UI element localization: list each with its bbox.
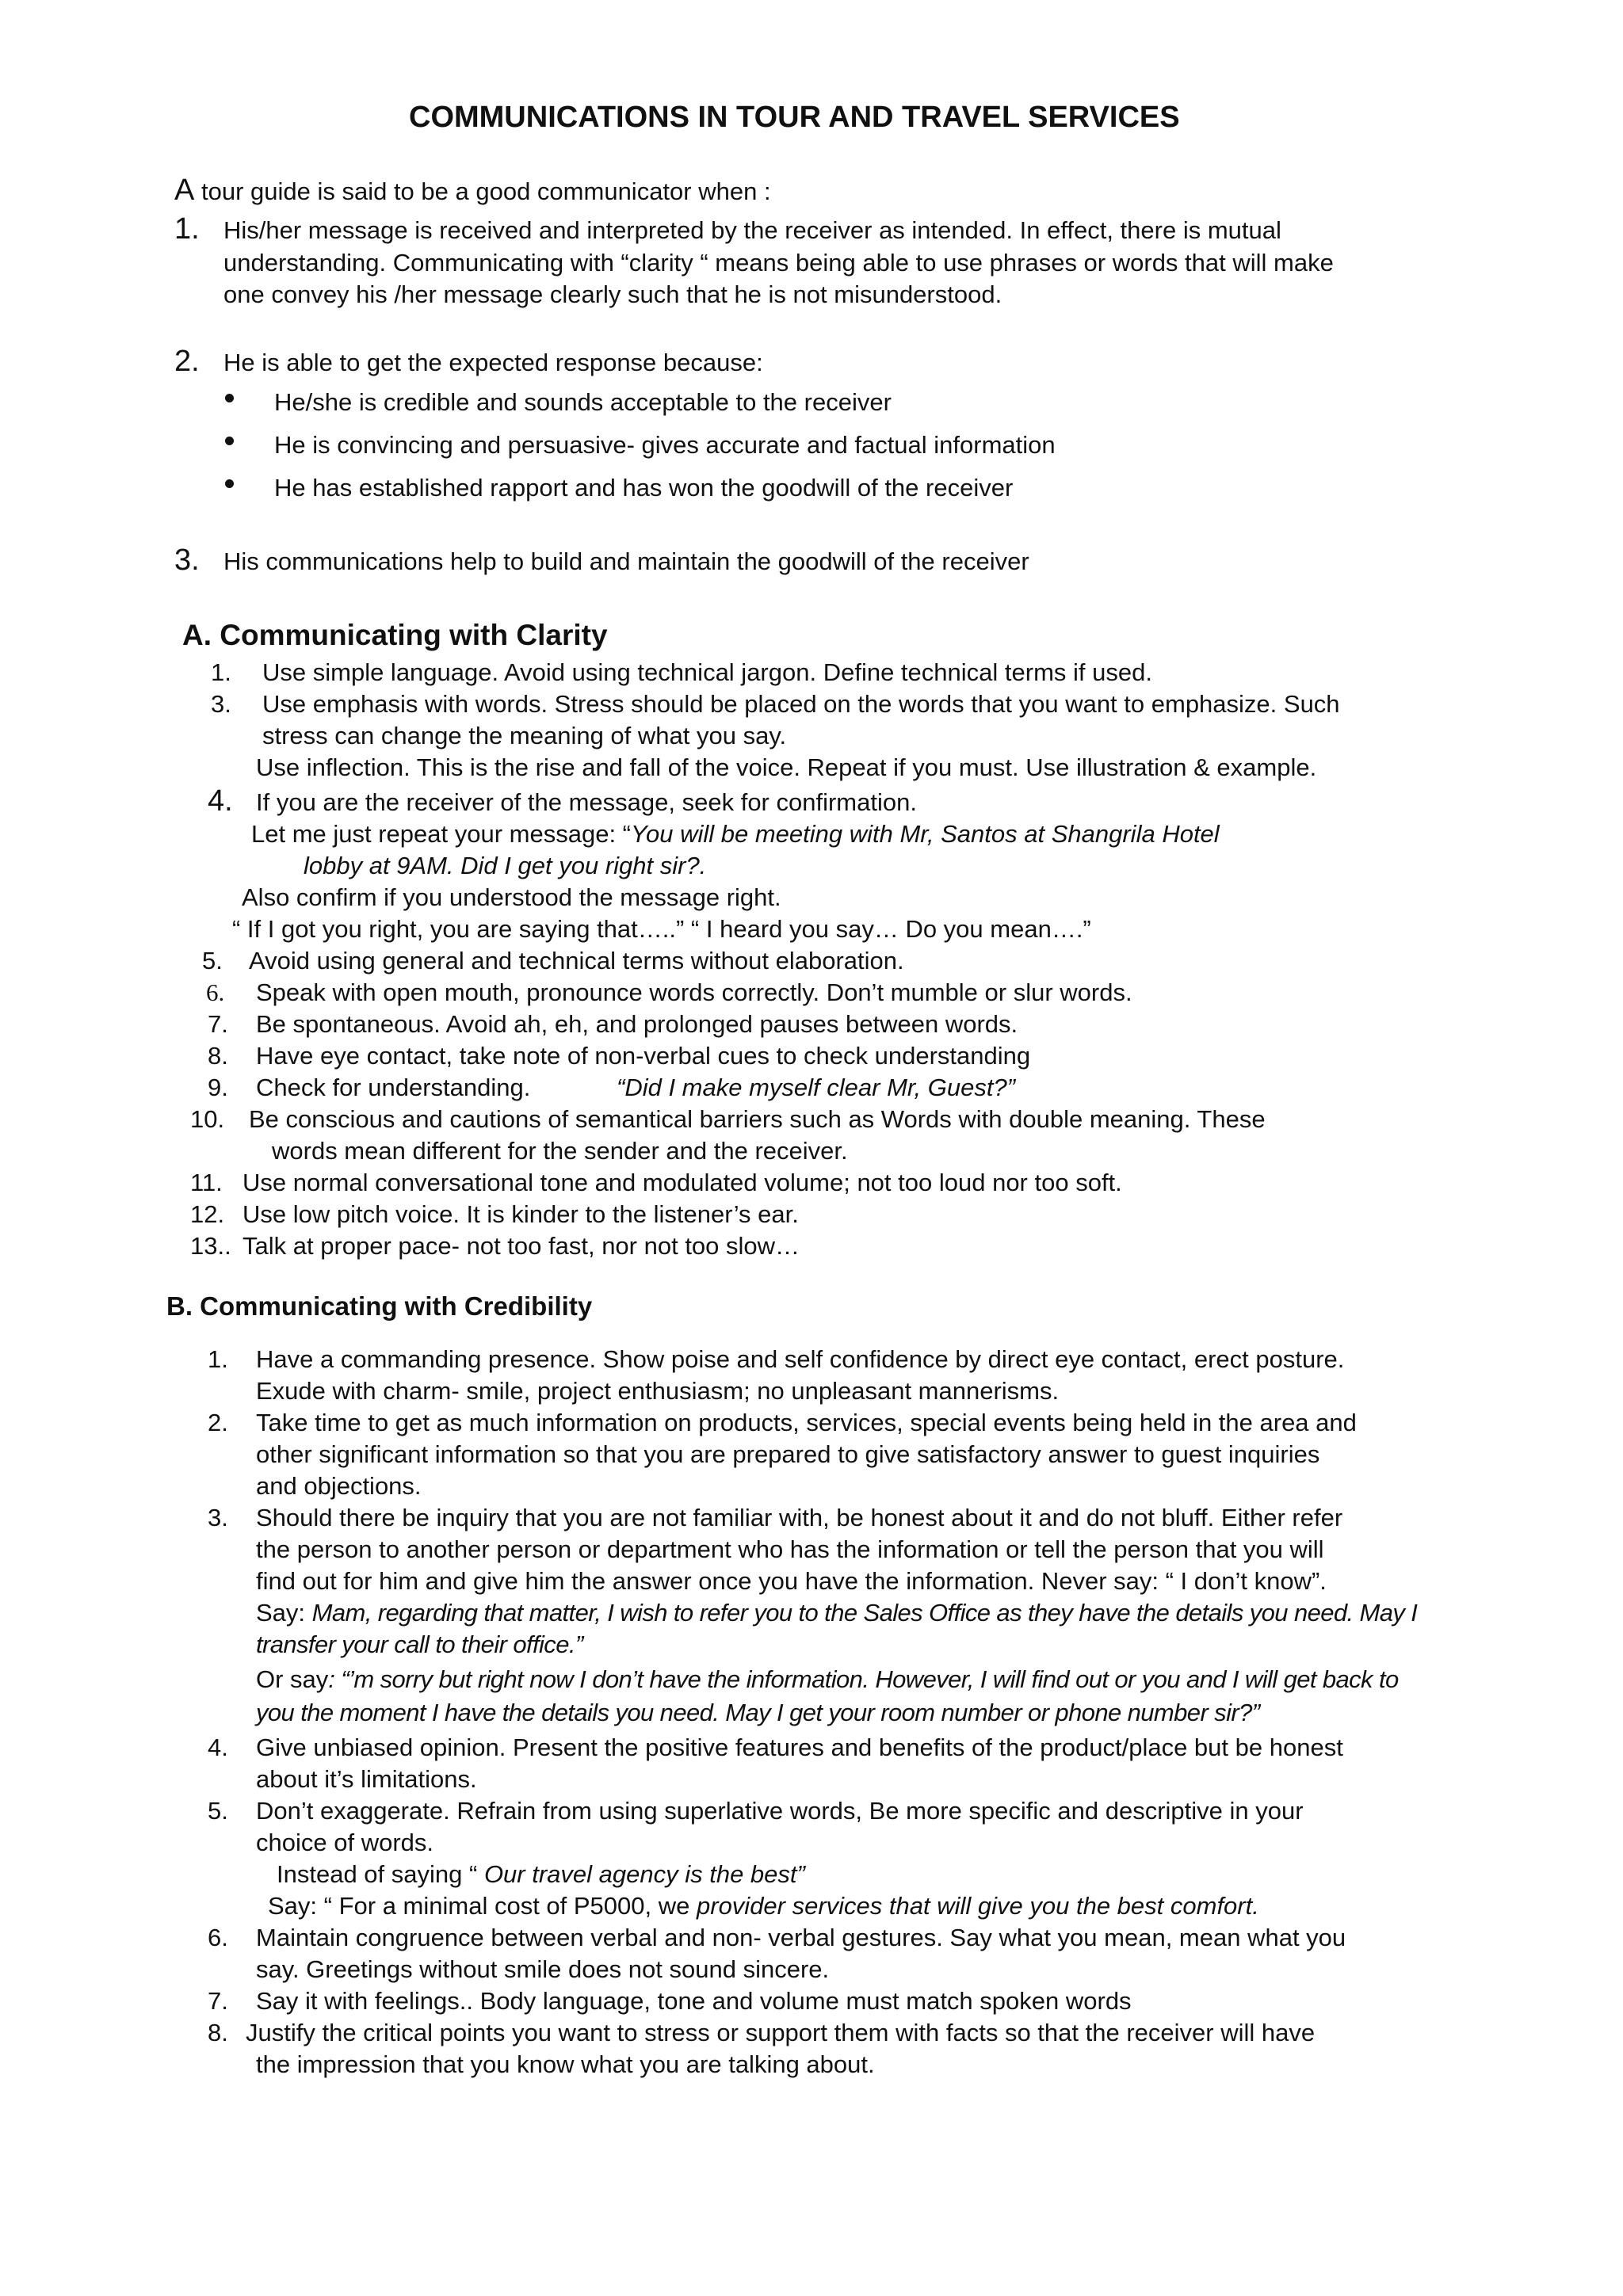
point-text: understanding. Communicating with “clarity “ means being able to use phrases or words that will make <box>223 249 1334 277</box>
list-text: Have eye contact, take note of non-verbal cues to check understanding <box>256 1042 1031 1070</box>
list-number: 3. <box>211 690 231 718</box>
list-number: 5. <box>202 947 223 974</box>
list-text: other significant information so that you are prepared to give satisfactory answer to guest inquiries <box>256 1440 1320 1468</box>
list-number: 11. <box>190 1169 223 1196</box>
list-text: Take time to get as much information on products, services, special events being held in the area and <box>256 1409 1357 1436</box>
list-text: say. Greetings without smile does not sound sincere. <box>256 1955 830 1983</box>
list-number: 6. <box>208 1924 228 1951</box>
intro-text <box>174 174 771 208</box>
bullet-text: He has established rapport and has won the goodwill of the receiver <box>274 474 1014 502</box>
page-title: COMMUNICATIONS IN TOUR AND TRAVEL SERVICES <box>409 101 1180 134</box>
bullet-text: He/she is credible and sounds acceptable to the receiver <box>274 388 892 416</box>
quote-intro: Say: “ For a minimal cost of P5000, we <box>268 1892 697 1920</box>
quote-italic: provider services that will give you the best comfort. <box>697 1892 1259 1920</box>
list-number: 9. <box>208 1074 228 1101</box>
list-number: 2. <box>208 1409 228 1436</box>
list-number: 6. <box>206 978 225 1006</box>
quote-intro: Let me just repeat your message: “ <box>251 820 632 848</box>
quote-italic: Mam, regarding that matter, I wish to refer you to the Sales Office as they have the details you need. May I <box>311 1599 1418 1627</box>
list-number: 4. <box>208 1733 228 1761</box>
list-number: 12. <box>190 1200 225 1228</box>
list-text: Exude with charm- smile, project enthusiasm; no unpleasant mannerisms. <box>256 1377 1060 1405</box>
list-text: find out for him and give him the answer once you have the information. Never say: “ I don’t know”. <box>256 1567 1327 1595</box>
quote-italic: you the moment I have the details you need. May I get your room number or phone number sir?” <box>256 1699 1260 1726</box>
list-text: and objections. <box>256 1472 422 1500</box>
list-text: “ If I got you right, you are saying that…..” “ I heard you say… Do you mean….” <box>232 915 1091 943</box>
quote-line <box>277 1859 805 1890</box>
list-number: 4. <box>208 784 233 818</box>
point-number: 3. <box>174 543 200 577</box>
list-text: Maintain congruence between verbal and non- verbal gestures. Say what you mean, mean what you <box>256 1924 1346 1951</box>
list-text: Avoid using general and technical terms without elaboration. <box>249 947 904 974</box>
list-text: the impression that you know what you are talking about. <box>256 2050 875 2078</box>
quote-italic: transfer your call to their office.” <box>256 1630 583 1658</box>
list-number: 1. <box>208 1345 228 1373</box>
list-number: 13.. <box>190 1232 231 1260</box>
bullet-icon <box>225 437 234 445</box>
list-text: Should there be inquiry that you are not familiar with, be honest about it and do not bluff. Either refer <box>256 1504 1343 1531</box>
list-text: Give unbiased opinion. Present the positive features and benefits of the product/place but be honest <box>256 1733 1343 1761</box>
point-number: 2. <box>174 345 200 378</box>
list-text: the person to another person or department who has the information or tell the person that you will <box>256 1535 1324 1563</box>
bullet-icon <box>225 479 234 488</box>
list-text: Also confirm if you understood the message right. <box>242 883 781 911</box>
intro-first-letter: A <box>174 174 195 207</box>
list-number: 1. <box>211 658 231 686</box>
bullet-text: He is convincing and persuasive- gives accurate and factual information <box>274 431 1056 459</box>
quote-intro: Or say <box>256 1665 329 1693</box>
point-number: 1. <box>174 212 200 246</box>
list-text: Check for understanding. <box>256 1074 531 1101</box>
list-number: 8. <box>208 2019 228 2046</box>
list-number: 7. <box>208 1987 228 2015</box>
point-text: one convey his /her message clearly such that he is not misunderstood. <box>223 280 1002 308</box>
list-text: Use low pitch voice. It is kinder to the listener’s ear. <box>242 1200 799 1228</box>
list-number: 5. <box>208 1797 228 1825</box>
list-number: 3. <box>208 1504 228 1531</box>
list-text: Have a commanding presence. Show poise and self confidence by direct eye contact, erect posture. <box>256 1345 1345 1373</box>
bullet-icon <box>225 394 234 402</box>
list-text: Justify the critical points you want to stress or support them with facts so that the receiver will have <box>246 2019 1316 2046</box>
quote-line <box>256 1664 1399 1695</box>
list-text: Be spontaneous. Avoid ah, eh, and prolonged pauses between words. <box>256 1010 1018 1038</box>
quote-intro: Say: <box>256 1599 312 1627</box>
quote-line <box>268 1890 1259 1922</box>
list-text: Say it with feelings.. Body language, tone and volume must match spoken words <box>256 1987 1132 2015</box>
quote-italic: “Did I make myself clear Mr, Guest?” <box>617 1074 1016 1101</box>
quote-italic: : “’m sorry but right now I don’t have the information. However, I will find out or you and I will get back to <box>328 1665 1399 1693</box>
list-number: 8. <box>208 1042 228 1070</box>
list-text: Don’t exaggerate. Refrain from using superlative words, Be more specific and descriptive in your <box>256 1797 1304 1825</box>
quote-italic: You will be meeting with Mr, Santos at Shangrila Hotel <box>631 820 1220 848</box>
list-text: If you are the receiver of the message, seek for confirmation. <box>256 788 917 816</box>
list-text: Use emphasis with words. Stress should be placed on the words that you want to emphasize. Such <box>262 690 1340 718</box>
quote-italic: lobby at 9AM. Did I get you right sir?. <box>304 852 707 879</box>
point-text: He is able to get the expected response because: <box>223 349 763 376</box>
list-text: Be conscious and cautions of semantical barriers such as Words with double meaning. These <box>249 1105 1266 1133</box>
point-text: His communications help to build and maintain the goodwill of the receiver <box>223 547 1029 575</box>
list-text: about it’s limitations. <box>256 1765 477 1793</box>
point-text: His/her message is received and interpreted by the receiver as intended. In effect, there is mutual <box>223 216 1281 244</box>
list-text: choice of words. <box>256 1829 433 1856</box>
section-b-heading: B. Communicating with Credibility <box>166 1291 593 1321</box>
list-text: words mean different for the sender and the receiver. <box>272 1137 848 1165</box>
quote-line <box>251 818 1220 850</box>
section-a-heading: A. Communicating with Clarity <box>182 619 608 651</box>
quote-intro: Instead of saying “ <box>277 1860 484 1888</box>
list-number: 7. <box>208 1010 228 1038</box>
intro-rest: tour guide is said to be a good communicator when : <box>194 177 771 205</box>
quote-italic: Our travel agency is the best” <box>483 1860 805 1888</box>
list-text: Use normal conversational tone and modulated volume; not too loud nor too soft. <box>242 1169 1122 1196</box>
list-text: Speak with open mouth, pronounce words correctly. Don’t mumble or slur words. <box>256 978 1132 1006</box>
list-text: stress can change the meaning of what you say. <box>262 722 787 749</box>
list-text: Use simple language. Avoid using technical jargon. Define technical terms if used. <box>262 658 1152 686</box>
list-text: Use inflection. This is the rise and fall of the voice. Repeat if you must. Use illustration & example. <box>256 753 1317 781</box>
list-text: Talk at proper pace- not too fast, nor not too slow… <box>242 1232 800 1260</box>
list-number: 10. <box>190 1105 225 1133</box>
quote-line <box>256 1597 1417 1629</box>
